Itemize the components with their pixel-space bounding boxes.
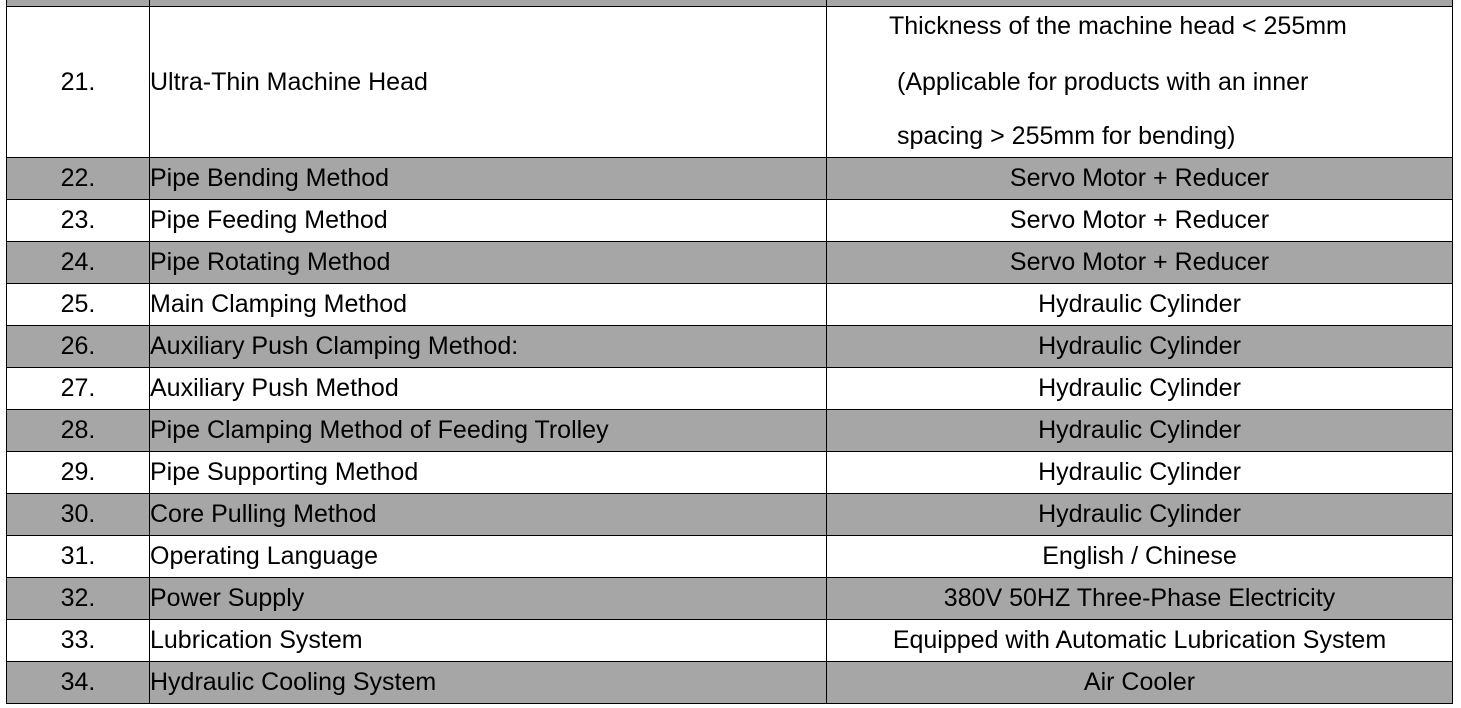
row-number-cell: 28. <box>7 410 150 452</box>
table-row <box>7 368 1453 410</box>
table-row <box>7 620 1453 662</box>
table-row <box>7 536 1453 578</box>
row-number-cell: 25. <box>7 284 150 326</box>
row-value-cell: Servo Motor + Reducer <box>827 200 1453 242</box>
table-row-ultra-thin <box>7 7 1453 158</box>
row-value-cell <box>827 7 1453 158</box>
row-value-cell: 380V 50HZ Three-Phase Electricity <box>827 578 1453 620</box>
row-item-cell: Lubrication System <box>150 620 827 662</box>
table-row <box>7 452 1453 494</box>
row-number-cell: 26. <box>7 326 150 368</box>
row-number-cell: 23. <box>7 200 150 242</box>
row-number-cell: 24. <box>7 242 150 284</box>
row-value-cell: Hydraulic Cylinder <box>827 326 1453 368</box>
value-line: Thickness of the machine head < 255mm <box>889 11 1347 40</box>
row-item-cell: Power Supply <box>150 578 827 620</box>
row-value-cell: Servo Motor + Reducer <box>827 242 1453 284</box>
row-item-cell: Pipe Clamping Method of Feeding Trolley <box>150 410 827 452</box>
row-number-cell: 21. <box>7 7 150 158</box>
row-item-cell: Pipe Supporting Method <box>150 452 827 494</box>
row-item-cell: Main Clamping Method <box>150 284 827 326</box>
row-item-cell: Auxiliary Push Method <box>150 368 827 410</box>
value-line: spacing > 255mm for bending) <box>897 121 1236 150</box>
value-line: (Applicable for products with an inner <box>897 67 1309 96</box>
table-row <box>7 200 1453 242</box>
row-value-cell: Hydraulic Cylinder <box>827 368 1453 410</box>
row-value-cell: Servo Motor + Reducer <box>827 158 1453 200</box>
row-item-cell: Operating Language <box>150 536 827 578</box>
table-row <box>7 326 1453 368</box>
row-value-cell: Equipped with Automatic Lubrication System <box>827 620 1453 662</box>
table-row <box>7 242 1453 284</box>
table-row <box>7 578 1453 620</box>
row-item-cell: Ultra-Thin Machine Head <box>150 7 827 158</box>
row-value-cell: Air Cooler <box>827 662 1453 704</box>
row-value-cell: English / Chinese <box>827 536 1453 578</box>
table-row <box>7 410 1453 452</box>
row-number-cell: 34. <box>7 662 150 704</box>
row-value-cell: Hydraulic Cylinder <box>827 494 1453 536</box>
table-row <box>7 284 1453 326</box>
row-number-cell: 27. <box>7 368 150 410</box>
row-item-cell: Pipe Rotating Method <box>150 242 827 284</box>
specification-table <box>6 0 1453 704</box>
row-number-cell: 33. <box>7 620 150 662</box>
table-row <box>7 158 1453 200</box>
row-number-cell: 22. <box>7 158 150 200</box>
row-value-cell: Hydraulic Cylinder <box>827 410 1453 452</box>
row-number-cell: 30. <box>7 494 150 536</box>
table-row <box>7 662 1453 704</box>
row-number-cell: 29. <box>7 452 150 494</box>
row-item-cell: Auxiliary Push Clamping Method: <box>150 326 827 368</box>
row-item-cell: Core Pulling Method <box>150 494 827 536</box>
row-value-cell: Hydraulic Cylinder <box>827 284 1453 326</box>
row-item-cell: Hydraulic Cooling System <box>150 662 827 704</box>
row-number-cell: 32. <box>7 578 150 620</box>
row-item-cell: Pipe Bending Method <box>150 158 827 200</box>
table-row <box>7 494 1453 536</box>
row-item-cell: Pipe Feeding Method <box>150 200 827 242</box>
row-value-cell: Hydraulic Cylinder <box>827 452 1453 494</box>
row-number-cell: 31. <box>7 536 150 578</box>
